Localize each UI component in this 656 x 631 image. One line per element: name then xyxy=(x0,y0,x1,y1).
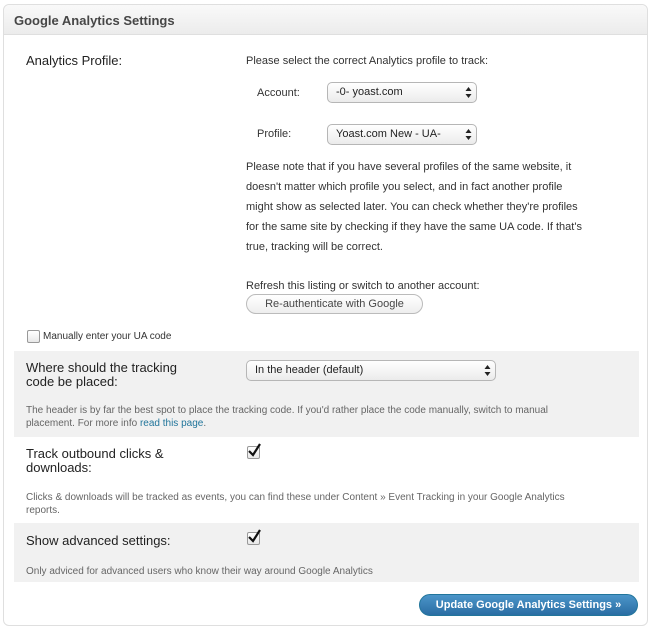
desc-text: . xyxy=(203,418,207,429)
profile-note-line: might show as selected later. You can check whether they're profiles xyxy=(246,201,578,213)
analytics-profile-label: Analytics Profile: xyxy=(26,53,123,68)
checkmark-icon xyxy=(247,529,262,544)
manual-ua-label: Manually enter your UA code xyxy=(43,331,172,342)
outbound-desc: Clicks & downloads will be tracked as events, you can find these under Content » Event Tracking in your Google Analytics xyxy=(26,492,565,503)
profile-select[interactable] xyxy=(327,124,477,145)
tracking-placement-desc-line2 xyxy=(26,417,206,430)
profile-instruction: Please select the correct Analytics profile to track: xyxy=(246,55,489,67)
tracking-placement-desc: The header is by far the best spot to place the tracking code. If you'd rather place the code manually, switch to manual xyxy=(26,405,549,416)
refresh-text: Refresh this listing or switch to another account: xyxy=(246,280,480,292)
select-arrows-icon xyxy=(484,364,491,377)
checkmark-icon xyxy=(247,443,262,458)
reauthenticate-button[interactable]: Re-authenticate with Google xyxy=(246,294,423,314)
account-label: Account: xyxy=(257,87,300,99)
panel-title: Google Analytics Settings xyxy=(14,13,175,28)
panel-header xyxy=(4,5,647,35)
manual-ua-checkbox[interactable] xyxy=(27,330,40,343)
select-arrows-icon xyxy=(465,128,472,141)
profile-select-value: Yoast.com New - UA- xyxy=(336,128,441,140)
account-select[interactable] xyxy=(327,82,477,103)
outbound-desc: reports. xyxy=(26,505,60,516)
select-arrows-icon xyxy=(465,86,472,99)
profile-note-line: Please note that if you have several profiles of the same website, it xyxy=(246,161,572,173)
read-this-page-link[interactable]: read this page xyxy=(139,418,204,429)
tracking-placement-select[interactable] xyxy=(246,360,496,381)
tracking-placement-label: code be placed: xyxy=(26,374,118,389)
advanced-desc: Only adviced for advanced users who know their way around Google Analytics xyxy=(26,566,373,577)
profile-note-line: doesn't matter which profile you select, and in fact another profile xyxy=(246,181,563,193)
profile-note-line: true, tracking will be correct. xyxy=(246,241,383,253)
outbound-label: downloads: xyxy=(26,460,92,475)
outbound-label: Track outbound clicks & xyxy=(26,446,164,461)
tracking-placement-value: In the header (default) xyxy=(255,364,364,376)
profile-field-label: Profile: xyxy=(257,128,292,140)
outbound-checkbox[interactable] xyxy=(247,446,260,459)
update-settings-button[interactable]: Update Google Analytics Settings » xyxy=(419,594,638,616)
advanced-label: Show advanced settings: xyxy=(26,533,171,548)
profile-note-line: for the same site by checking if they have the same UA code. If that's xyxy=(246,221,582,233)
tracking-placement-label: Where should the tracking xyxy=(26,360,178,375)
desc-text: placement. For more info xyxy=(26,418,140,429)
account-select-value: -0- yoast.com xyxy=(336,86,403,98)
advanced-checkbox[interactable] xyxy=(247,532,260,545)
